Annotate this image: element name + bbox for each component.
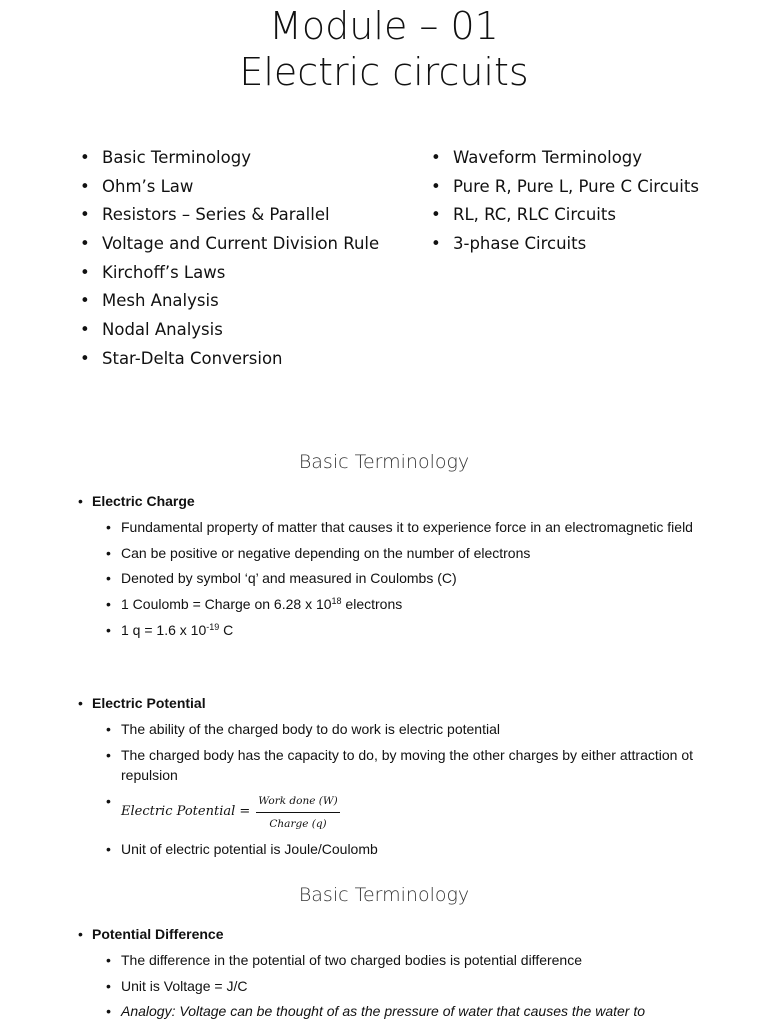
electric-potential-block	[78, 693, 698, 859]
toc-item: • Mesh Analysis	[80, 287, 379, 316]
section-heading: Basic Terminology	[298, 884, 470, 906]
list-item	[106, 791, 698, 834]
formula-lhs: • Electric Potential =	[121, 804, 251, 820]
list-item: • The difference in the potential of two charged bodies is potential difference	[106, 950, 698, 970]
toc-item: • Ohm’s Law	[80, 173, 379, 202]
exponent: -19	[206, 621, 220, 632]
section-heading: Basic Terminology	[298, 451, 470, 473]
toc-item: • Resistors – Series & Parallel	[80, 201, 379, 230]
list-item: • Analogy: Voltage can be thought of as the pressure of water that causes the water to	[106, 1001, 698, 1021]
charge-points	[78, 517, 698, 640]
list-item: • Fundamental property of matter that causes it to experience force in an electromagnetic field	[106, 517, 698, 537]
formula-numerator: Work done (W)	[256, 791, 339, 813]
exponent: 18	[331, 596, 342, 607]
module-title: Module – 01	[269, 4, 499, 48]
list-item	[106, 594, 698, 614]
list-item: • Denoted by symbol ‘q’ and measured in Coulombs (C)	[106, 568, 698, 588]
potential-points	[78, 719, 698, 860]
toc-item: • 3-phase Circuits	[431, 230, 699, 259]
toc-item: • Waveform Terminology	[431, 144, 699, 173]
electric-charge-block	[78, 491, 698, 640]
text: 1 Coulomb = Charge on 6.28 x 10	[121, 596, 332, 613]
term-heading: • Potential Difference	[78, 924, 698, 944]
list-item: • Unit of electric potential is Joule/Coulomb	[106, 839, 698, 859]
term-heading: • Electric Potential	[78, 693, 698, 713]
formula-denominator: Charge (q)	[269, 817, 327, 830]
module-subtitle: Electric circuits	[239, 50, 529, 94]
toc-item: • Star-Delta Conversion	[80, 345, 379, 374]
toc-item: • Basic Terminology	[80, 144, 379, 173]
list-item: • Unit is Voltage = J/C	[106, 976, 698, 996]
potential-difference-block	[78, 924, 698, 1021]
text: 1 q = 1.6 x 10	[121, 621, 207, 638]
formula-fraction	[256, 791, 339, 834]
list-item: • The charged body has the capacity to do, by moving the other charges by either attraction ot repulsion	[106, 745, 698, 785]
list-item: • The ability of the charged body to do work is electric potential	[106, 719, 698, 739]
toc-item: • Voltage and Current Division Rule	[80, 230, 379, 259]
list-item: • Can be positive or negative depending on the number of electrons	[106, 543, 698, 563]
list-item	[106, 620, 698, 640]
toc-item: • Nodal Analysis	[80, 316, 379, 345]
toc-item: • Kirchoff’s Laws	[80, 259, 379, 288]
pd-points	[78, 950, 698, 1022]
term-heading: • Electric Charge	[78, 491, 698, 511]
text: C	[219, 621, 234, 638]
potential-formula	[121, 791, 340, 834]
toc-item: • Pure R, Pure L, Pure C Circuits	[431, 173, 699, 202]
toc-item: • RL, RC, RLC Circuits	[431, 201, 699, 230]
text: electrons	[341, 596, 403, 613]
toc-left-list	[80, 144, 379, 374]
toc-right-list	[431, 144, 699, 259]
